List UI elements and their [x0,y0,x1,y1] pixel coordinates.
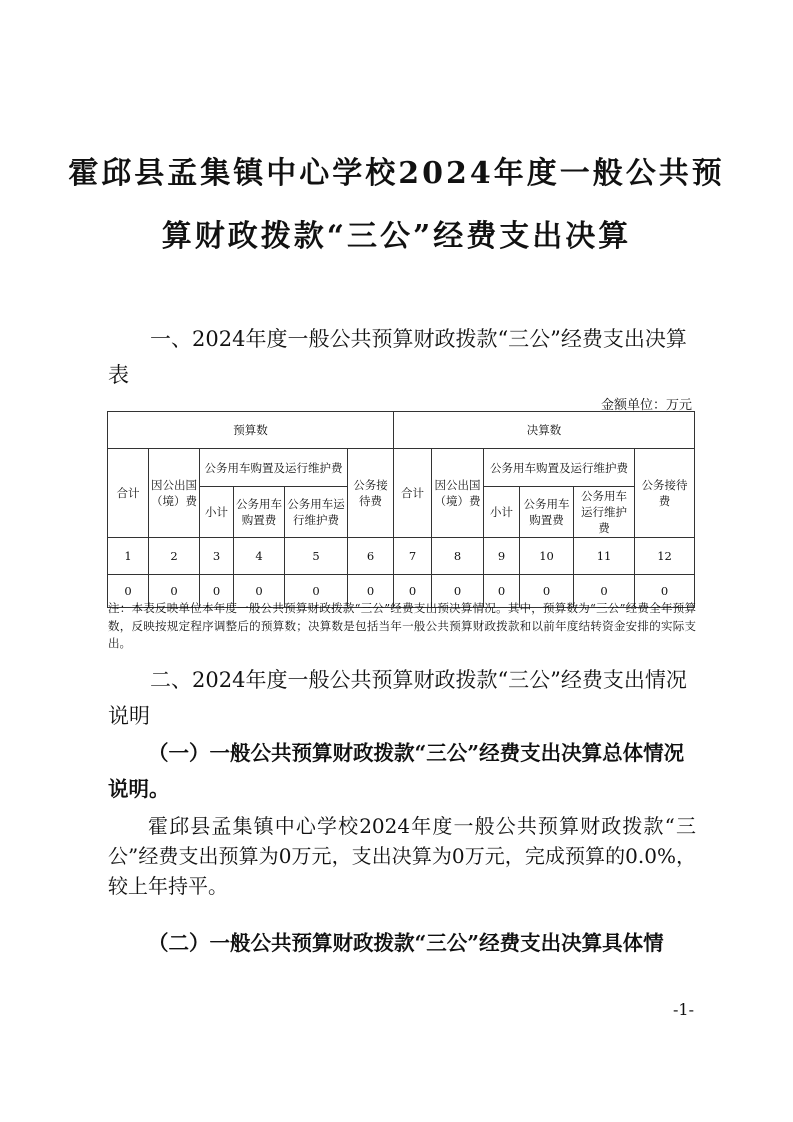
final-reception-header: 公务接待费 [635,449,695,538]
value-cell: 0 [149,575,200,608]
final-vehicle-operation-header: 公务用车运行维护费 [574,487,635,538]
index-cell: 5 [285,538,348,575]
index-cell: 3 [200,538,234,575]
value-cell: 0 [432,575,484,608]
budget-abroad-header: 因公出国（境）费 [149,449,200,538]
page-number: -1- [673,1000,694,1019]
final-vehicle-purchase-header: 公务用车购置费 [520,487,574,538]
index-cell: 11 [574,538,635,575]
subsection-2-heading: （二）一般公共预算财政拨款“三公”经费支出决算具体情 [148,931,664,955]
value-cell: 0 [484,575,520,608]
value-cell: 0 [635,575,695,608]
document-title-line-1: 霍邱县孟集镇中心学校2024年度一般公共预 [68,156,725,191]
table-note: 注：本表反映单位本年度一般公共预算财政拨款“三公”经费支出预决算情况。其中，预算数为“三公”经费全年预算数，反映按规定程序调整后的预算数；决算数是包括当年一般公共预算财政拨款和以前年度结转资金安排的实际支出。 [108,601,696,650]
section-2-heading: 二、2024年度一般公共预算财政拨款“三公”经费支出情况说明 [108,668,687,728]
document-title-line-2: 算财政拨款“三公”经费支出决算 [161,219,632,254]
index-cell: 6 [348,538,394,575]
group-header-row [108,412,695,449]
final-abroad-header: 因公出国（境）费 [432,449,484,538]
final-vehicle-group-header: 公务用车购置及运行维护费 [484,449,635,487]
subsection-1-body: 霍邱县孟集镇中心学校2024年度一般公共预算财政拨款“三公”经费支出预算为0万元，支出决算为0万元，完成预算的0.0%，较上年持平。 [108,814,696,898]
index-cell: 10 [520,538,574,575]
value-cell: 0 [520,575,574,608]
value-cell: 0 [234,575,285,608]
budget-subtotal-header: 小计 [200,487,234,538]
value-cell: 0 [348,575,394,608]
budget-vehicle-operation-header: 公务用车运行维护费 [285,487,348,538]
final-total-header: 合计 [394,449,432,538]
final-subtotal-header: 小计 [484,487,520,538]
value-cell: 0 [394,575,432,608]
index-cell: 4 [234,538,285,575]
index-row [108,538,695,575]
value-cell: 0 [200,575,234,608]
budget-vehicle-group-header: 公务用车购置及运行维护费 [200,449,348,487]
budget-total-header: 合计 [108,449,149,538]
budget-vehicle-purchase-header: 公务用车购置费 [234,487,285,538]
value-cell: 0 [108,575,149,608]
value-cell: 0 [285,575,348,608]
budget-group-header: 预算数 [108,412,394,449]
index-cell: 12 [635,538,695,575]
budget-reception-header: 公务接待费 [348,449,394,538]
subsection-1-heading: （一）一般公共预算财政拨款“三公”经费支出决算总体情况说明。 [108,741,685,801]
index-cell: 7 [394,538,432,575]
final-group-header: 决算数 [394,412,695,449]
index-cell: 8 [432,538,484,575]
section-1-heading: 一、2024年度一般公共预算财政拨款“三公”经费支出决算表 [108,327,687,387]
index-cell: 9 [484,538,520,575]
index-cell: 1 [108,538,149,575]
column-header-row-1 [108,449,695,487]
three-public-expenses-table [107,411,695,608]
value-cell: 0 [574,575,635,608]
unit-label: 金额单位：万元 [600,398,692,413]
index-cell: 2 [149,538,200,575]
